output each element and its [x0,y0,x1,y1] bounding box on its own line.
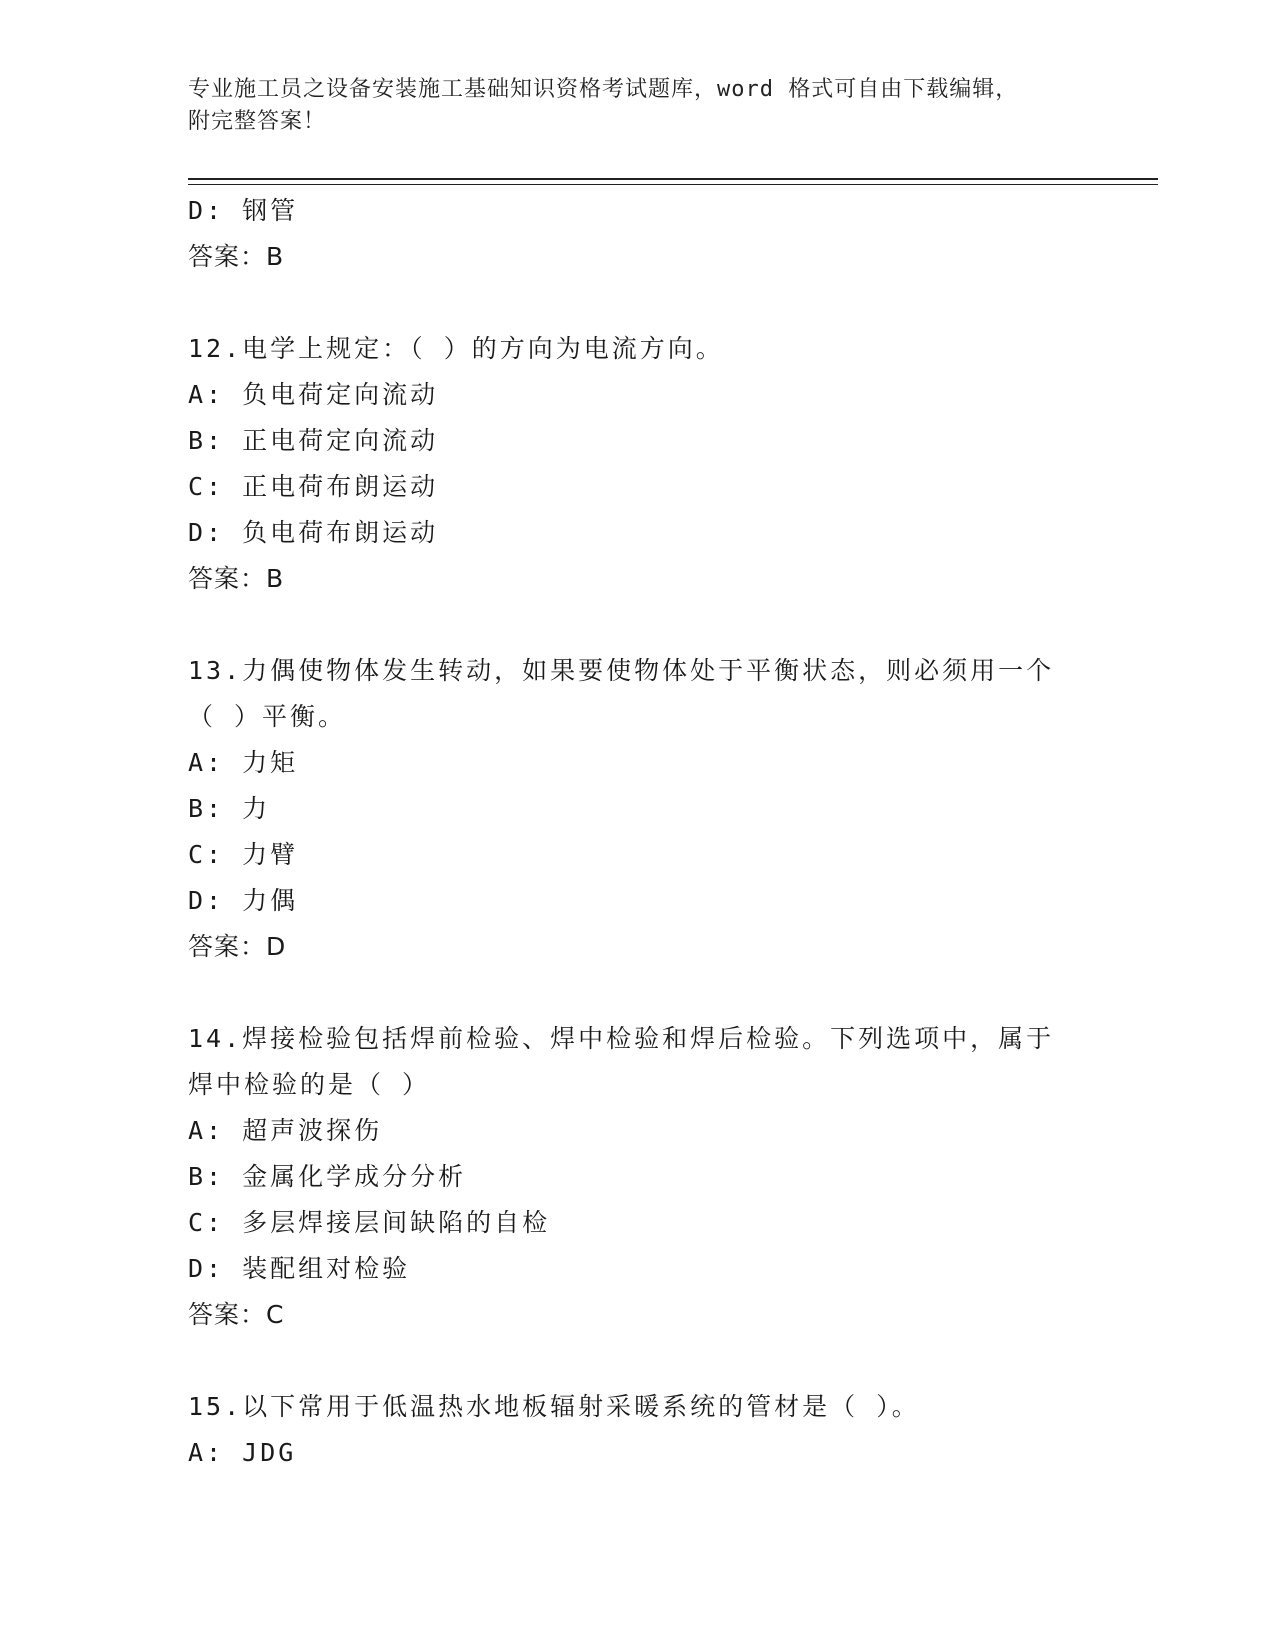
option-d: D: 力偶 [188,886,299,915]
option-a: A: 力矩 [188,748,299,777]
option-b: B: 金属化学成分分析 [188,1162,467,1191]
answer: 答案：B [188,564,285,593]
option-c: C: 力臂 [188,840,299,869]
question-13 [188,648,1088,970]
header-line-1: 专业施工员之设备安装施工基础知识资格考试题库，word 格式可自由下载编辑， [188,77,1019,102]
option-b: B: 力 [188,794,271,823]
option-d: D: 装配组对检验 [188,1254,411,1283]
question-stem: 14.焊接检验包括焊前检验、焊中检验和焊后检验。下列选项中，属于 [188,1024,1055,1053]
prev-answer: 答案：B [188,242,285,271]
spacer [188,602,1088,648]
question-stem: 12.电学上规定：（ ）的方向为电流方向。 [188,334,724,363]
option-c: C: 正电荷布朗运动 [188,472,439,501]
option-d: D: 负电荷布朗运动 [188,518,439,547]
question-14 [188,1016,1088,1338]
question-stem: 15.以下常用于低温热水地板辐射采暖系统的管材是（ ）。 [188,1392,920,1421]
header-rule-thick [188,178,1158,180]
spacer [188,970,1088,1016]
question-stem-continued: 焊中检验的是（ ） [188,1070,431,1099]
option-a: A: 超声波探伤 [188,1116,383,1145]
document-body [188,188,1088,1476]
question-stem: 13.力偶使物体发生转动，如果要使物体处于平衡状态，则必须用一个 [188,656,1055,685]
header-rule-thin [188,184,1158,185]
answer: 答案：C [188,1300,285,1329]
option-a: A: JDG [188,1438,297,1467]
prev-option-d: D: 钢管 [188,196,299,225]
option-b: B: 正电荷定向流动 [188,426,439,455]
question-15 [188,1384,1088,1476]
document-header [188,74,1088,138]
question-12 [188,326,1088,602]
spacer [188,280,1088,326]
header-line-2: 附完整答案！ [188,109,327,134]
spacer [188,1338,1088,1384]
answer: 答案：D [188,932,287,961]
question-stem-continued: （ ）平衡。 [188,702,347,731]
option-c: C: 多层焊接层间缺陷的自检 [188,1208,551,1237]
option-a: A: 负电荷定向流动 [188,380,439,409]
